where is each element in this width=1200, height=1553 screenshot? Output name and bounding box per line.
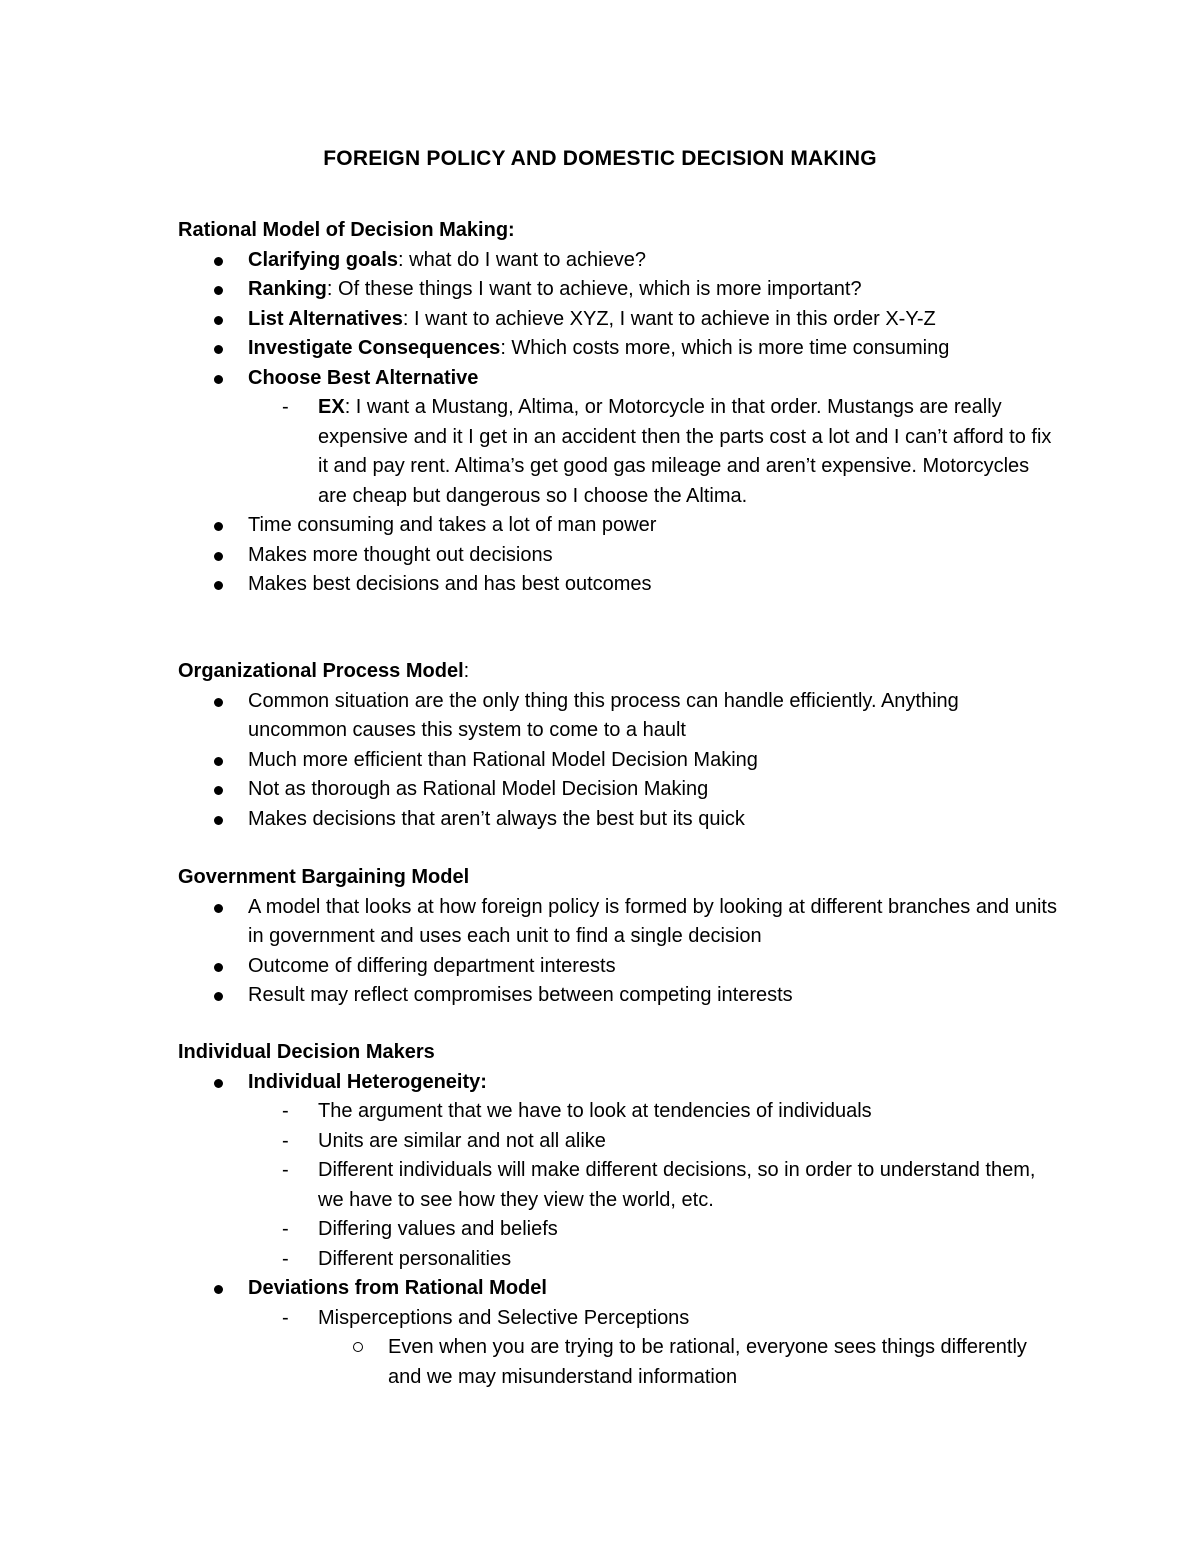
list-item [248,246,1058,276]
item-text: Makes best decisions and has best outcomes [248,573,652,595]
item-text: Not as thorough as Rational Model Decision Making [248,778,709,800]
bullet-icon [214,698,223,707]
sub-list-item [282,1215,1058,1245]
bullet-icon [214,1079,223,1088]
list-item [248,511,1058,541]
list-item [248,746,1058,776]
sub-sub-item-text: Even when you are trying to be rational, everyone sees things differently and we may misunderstand information [388,1336,1027,1388]
dash-icon: - [282,1218,289,1240]
item-text: Makes more thought out decisions [248,543,553,566]
bullet-icon [214,345,223,354]
section-heading [178,657,1058,687]
item-text: Outcome of differing department interests [248,954,616,977]
bullet-icon [214,316,223,325]
sub-list-item [282,1156,1058,1215]
bullet-list [178,893,1058,1011]
list-item [248,775,1058,805]
bullet-icon [214,552,223,561]
circle-bullet-icon [353,1342,363,1352]
bullet-icon [214,375,223,384]
item-label: Clarifying goals [248,248,399,271]
bullet-icon [214,816,223,825]
bullet-icon [214,581,223,590]
dash-icon: - [282,1129,289,1152]
item-label: Investigate Consequences [248,337,501,359]
list-item [248,805,1058,835]
list-item [248,364,1058,512]
item-text: A model that looks at how foreign policy is formed by looking at different branches and units in government and uses each unit to find a single decision [248,895,1057,947]
list-item [248,570,1058,600]
heading-suffix: : [463,660,470,682]
item-text: Makes decisions that aren’t always the best but its quick [248,807,745,830]
list-item [248,687,1058,746]
bullet-icon [214,963,223,972]
item-text: : Of these things I want to achieve, which is more important? [326,278,862,300]
section-bargaining-model [178,863,1058,1011]
item-text: : I want to achieve XYZ, I want to achieve in this order X-Y-Z [402,307,936,330]
bullet-list [178,687,1058,835]
list-item [248,275,1058,305]
bullet-icon [214,904,223,913]
list-item [248,541,1058,571]
item-text: Much more efficient than Rational Model Decision Making [248,748,758,771]
document-title: FOREIGN POLICY AND DOMESTIC DECISION MAKING [323,147,877,170]
item-text: Common situation are the only thing this process can handle efficiently. Anything uncommon causes this system to come to a hault [248,689,959,741]
bullet-list [178,246,1058,600]
sub-list [248,1304,1058,1393]
list-item [248,893,1058,952]
section-heading: Rational Model of Decision Making: [178,219,515,241]
section-heading: Individual Decision Makers [178,1041,435,1063]
item-label: Individual Heterogeneity: [248,1070,487,1093]
list-item [248,1068,1058,1275]
sub-sub-list-item [388,1333,1058,1392]
sub-list-item [282,1245,1058,1275]
dash-icon: - [282,1306,289,1329]
section-individual-decision-makers [178,1038,1058,1392]
item-text: : Which costs more, which is more time consuming [500,337,950,359]
dash-icon: - [282,396,289,418]
sub-item-text: Different personalities [318,1247,512,1270]
sub-item-text: Misperceptions and Selective Perceptions [318,1306,690,1329]
example-text: : I want a Mustang, Altima, or Motorcycle in that order. Mustangs are really expensive and it I get in an accident then the parts cost a lot and I can’t afford to fix it and pay rent. Altima’s get good gas mileage and aren’t expensive. Motorcycles are cheap but dangerous so I choose the Altima. [318,396,1052,507]
item-text: Result may reflect compromises between competing interests [248,984,793,1006]
sub-list-item [282,1097,1058,1127]
dash-icon: - [282,1247,289,1270]
bullet-list [178,1068,1058,1393]
bullet-icon [214,286,223,295]
sub-list [248,1097,1058,1274]
section-organizational-model [178,657,1058,834]
list-item [248,952,1058,982]
section-rational-model [178,216,1058,600]
bullet-icon [214,257,223,266]
sub-list-item [282,1127,1058,1157]
dash-icon: - [282,1159,289,1181]
sub-list-item [282,393,1058,511]
sub-item-text: Differing values and beliefs [318,1218,558,1240]
bullet-icon [214,992,223,1001]
list-item [248,981,1058,1011]
item-label: Deviations from Rational Model [248,1277,547,1299]
sub-item-text: The argument that we have to look at tendencies of individuals [318,1100,872,1122]
sub-list-item [282,1304,1058,1393]
dash-icon: - [282,1100,289,1122]
section-heading: Government Bargaining Model [178,866,470,888]
item-text: : what do I want to achieve? [398,248,646,271]
example-label: EX [318,396,345,418]
bullet-icon [214,1285,223,1294]
bullet-icon [214,757,223,766]
item-label: Ranking [248,278,327,300]
list-item [248,305,1058,335]
list-item [248,1274,1058,1392]
heading-text: Organizational Process Model [178,660,464,682]
bullet-icon [214,522,223,531]
sub-item-text: Different individuals will make different decisions, so in order to understand them, we have to see how they view the world, etc. [318,1159,1036,1211]
sub-list [248,393,1058,511]
item-text: Time consuming and takes a lot of man power [248,514,657,536]
sub-item-text: Units are similar and not all alike [318,1129,606,1152]
item-label: Choose Best Alternative [248,366,479,389]
sub-sub-list [318,1333,1058,1392]
item-label: List Alternatives [248,307,403,330]
list-item [248,334,1058,364]
bullet-icon [214,786,223,795]
